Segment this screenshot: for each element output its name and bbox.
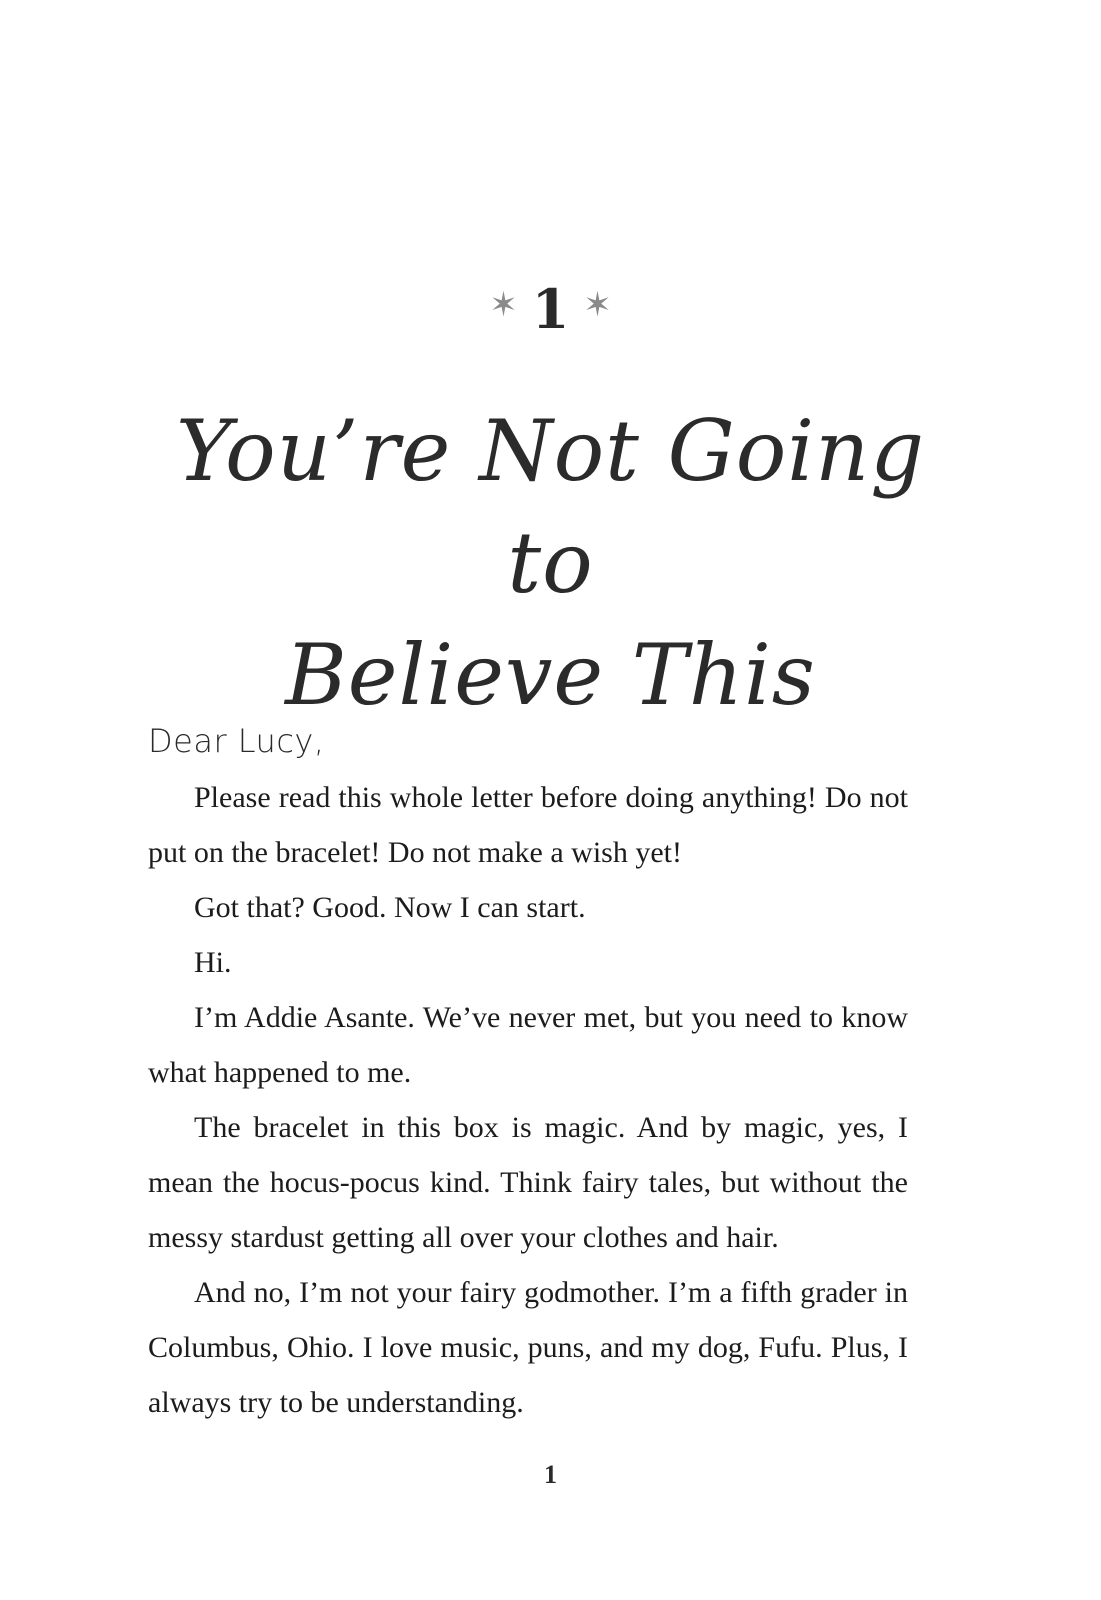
- chapter-title-line: Believe This: [285, 626, 816, 724]
- paragraph: Hi.: [194, 946, 232, 979]
- chapter-title-line: You’re Not Going to: [175, 402, 926, 612]
- chapter-number: 1: [531, 277, 570, 341]
- chapter-number-ornament: [0, 277, 1101, 341]
- paragraph: And no, I’m not your fairy godmother. I’m a fifth grader in Columbus, Ohio. I love music, puns, and my dog, Fufu. Plus, I always try to be understanding.: [148, 1276, 908, 1419]
- letter-salutation: Dear Lucy,: [148, 722, 325, 760]
- chapter-title: [150, 395, 951, 731]
- paragraph: I’m Addie Asante. We’ve never met, but you need to know what happened to me.: [148, 1001, 908, 1089]
- star-ornament-icon: ✶: [583, 285, 612, 325]
- page-number: 1: [544, 1460, 557, 1489]
- paragraph: The bracelet in this box is magic. And by magic, yes, I mean the hocus-pocus kind. Think fairy tales, but without the messy stardust getting all over your clothes and hair.: [148, 1111, 908, 1254]
- star-ornament-icon: ✶: [489, 285, 518, 325]
- paragraph: Got that? Good. Now I can start.: [194, 891, 586, 924]
- letter-body: [148, 770, 908, 1430]
- paragraph: Please read this whole letter before doing anything! Do not put on the bracelet! Do not make a wish yet!: [148, 781, 908, 869]
